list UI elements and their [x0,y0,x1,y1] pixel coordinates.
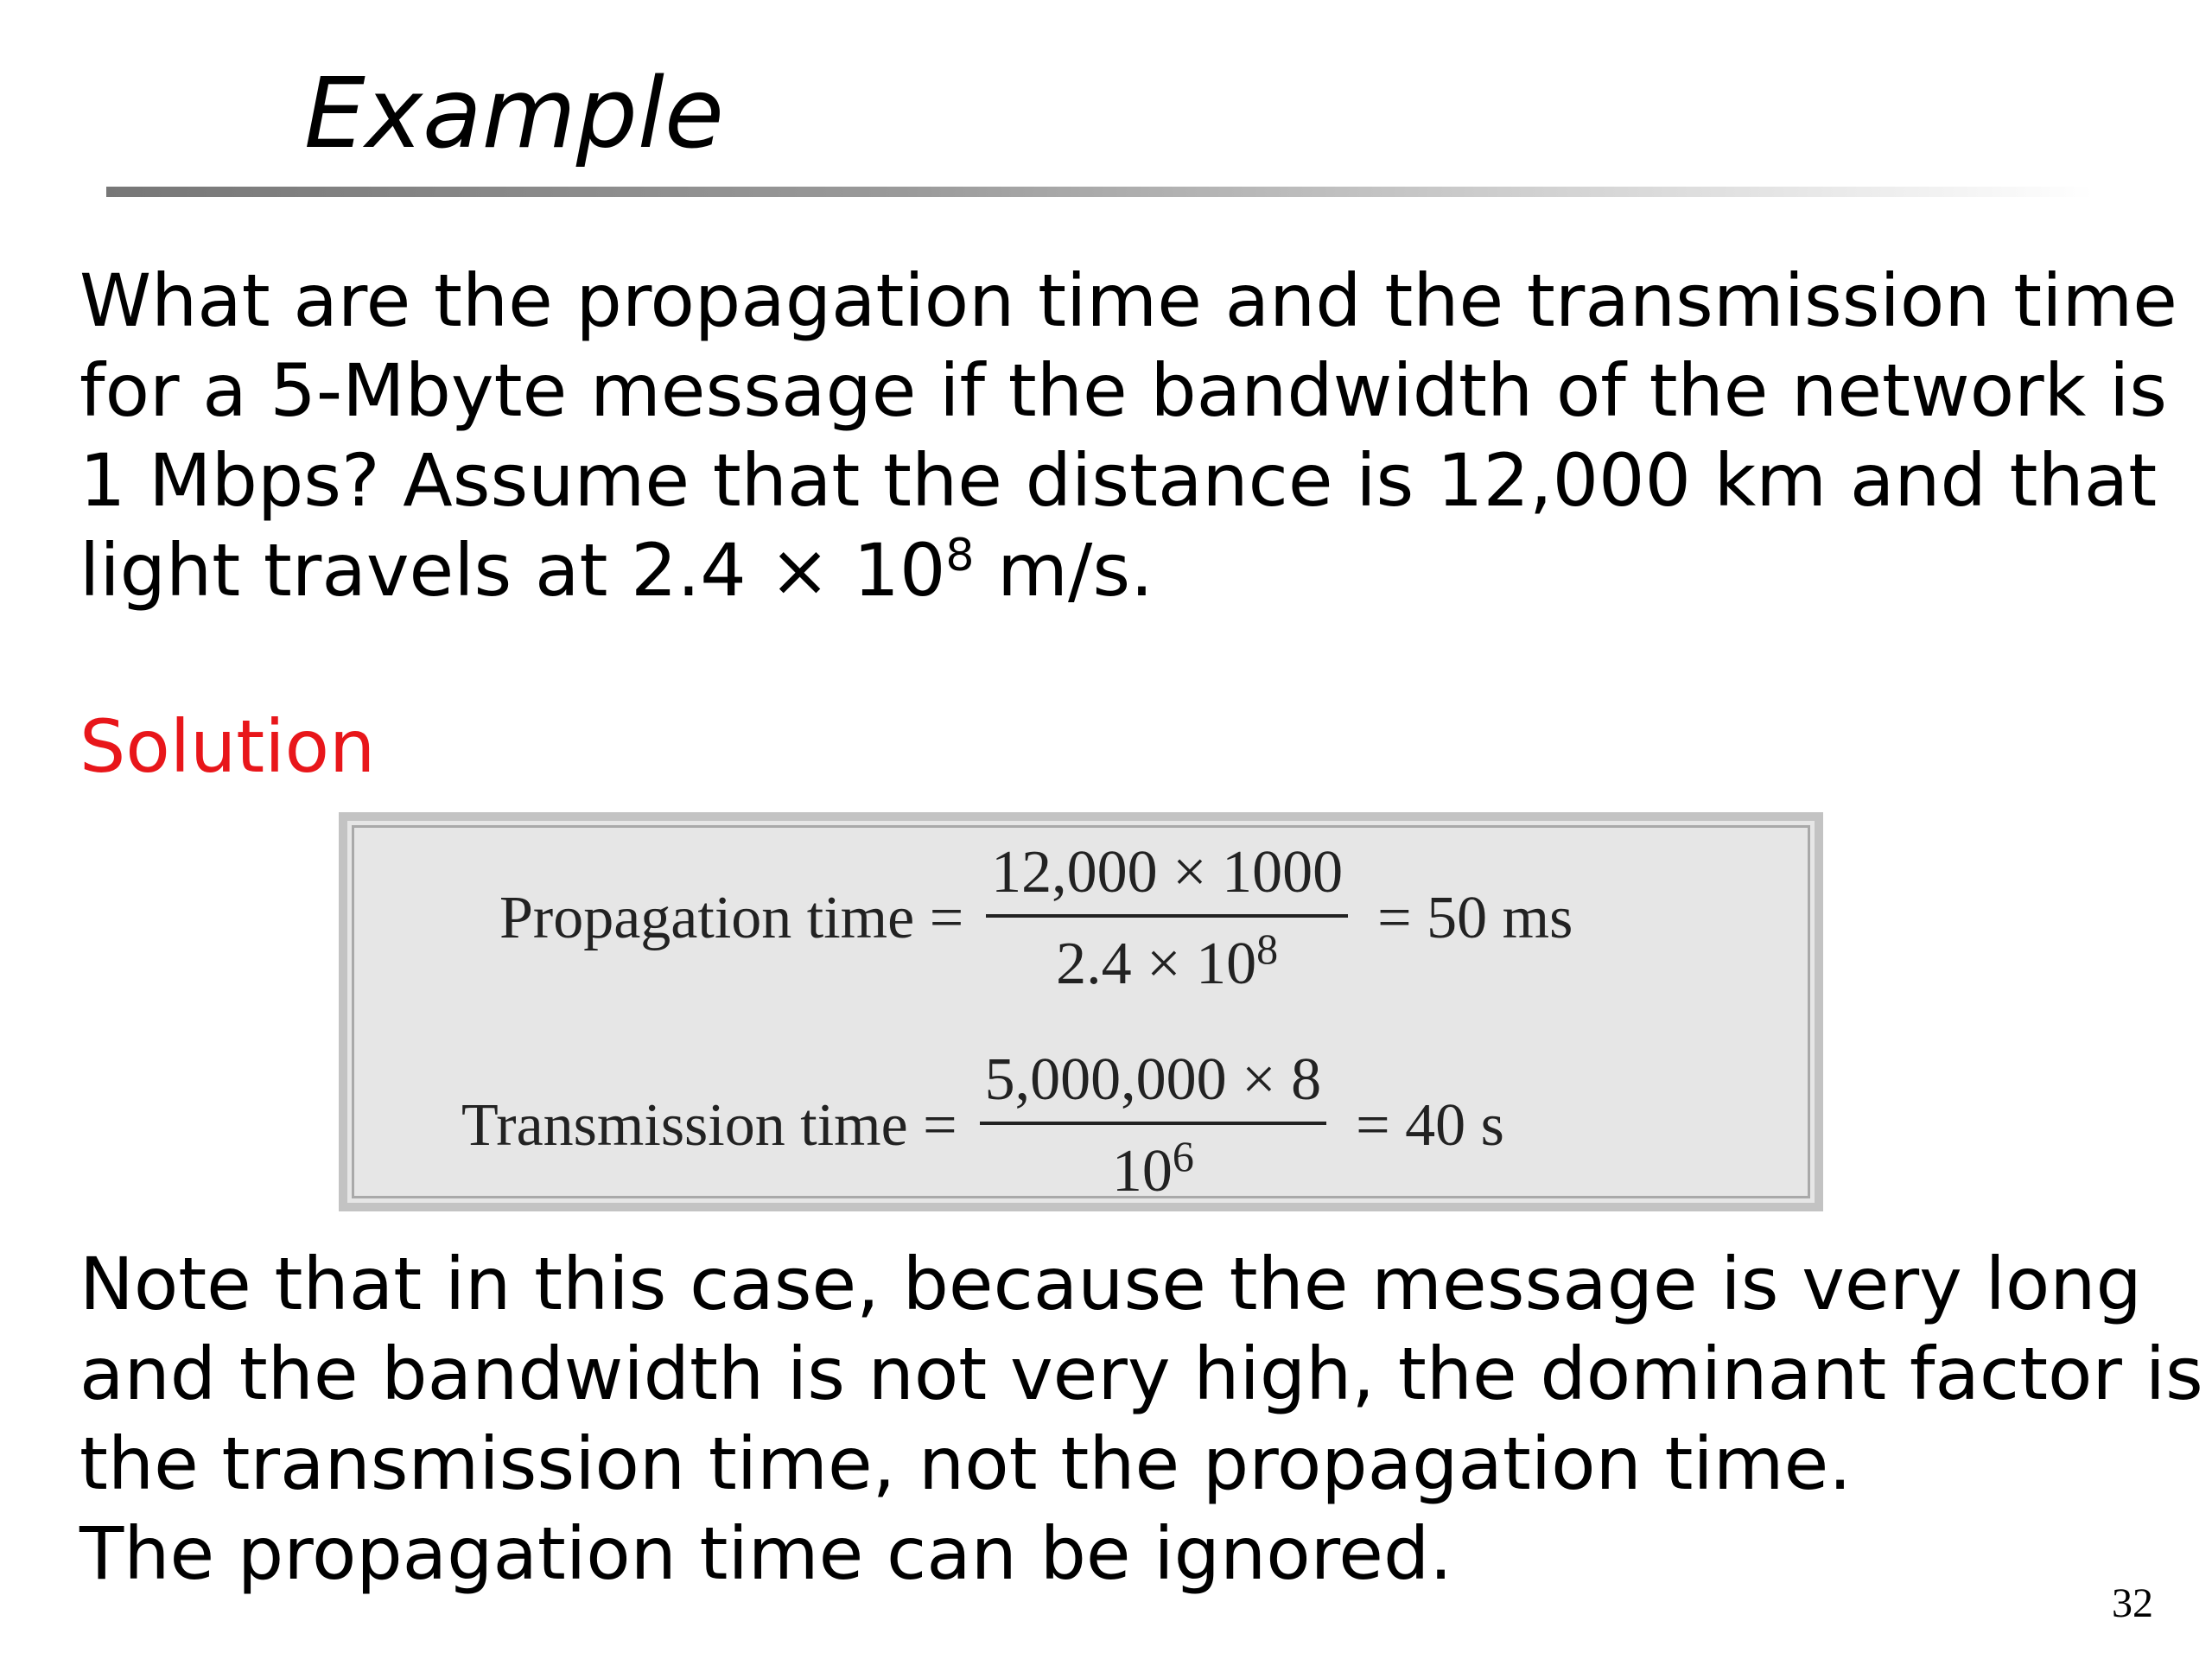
transmission-formula [461,1046,1504,1206]
propagation-formula [499,838,1573,999]
denominator [1056,918,1278,999]
question-line: 1 Mbps? Assume that the distance is 12,000 km and that [79,438,2158,523]
exponent: 8 [1256,925,1279,973]
numerator: 12,000 × 1000 [986,838,1348,918]
slide-title: Example [304,58,724,170]
formula-box [339,812,1823,1211]
question-line: What are the propagation time and the transmission time [79,258,2177,343]
fraction [986,838,1348,999]
question-line: for a 5-Mbyte message if the bandwidth of the network is [79,348,2168,433]
question-text [79,256,2177,615]
note-line: and the bandwidth is not very high, the dominant factor is [79,1332,2203,1416]
denominator [1112,1125,1194,1206]
formula-label: Propagation time = [499,885,964,951]
fraction [980,1046,1326,1206]
formula-label: Transmission time = [461,1092,957,1159]
formula-result: = 50 ms [1377,885,1573,951]
question-line4-text: light travels at 2.4 × 10 [79,528,946,613]
note-text [79,1239,2203,1599]
question-line4-unit: m/s. [974,528,1154,613]
question-line [79,525,2153,615]
numerator: 5,000,000 × 8 [980,1046,1326,1125]
exponent: 6 [1172,1132,1194,1180]
title-divider [106,187,2094,197]
note-line: The propagation time can be ignored. [79,1511,1452,1596]
denominator-base: 2.4 × 10 [1056,931,1257,997]
note-line: Note that in this case, because the message is very long [79,1242,2142,1326]
note-line: the transmission time, not the propagation time. [79,1421,1852,1506]
exponent: 8 [945,530,975,582]
solution-heading: Solution [79,704,376,789]
formula-result: = 40 s [1356,1092,1504,1159]
denominator-base: 10 [1111,1138,1173,1205]
page-number: 32 [2112,1580,2153,1626]
